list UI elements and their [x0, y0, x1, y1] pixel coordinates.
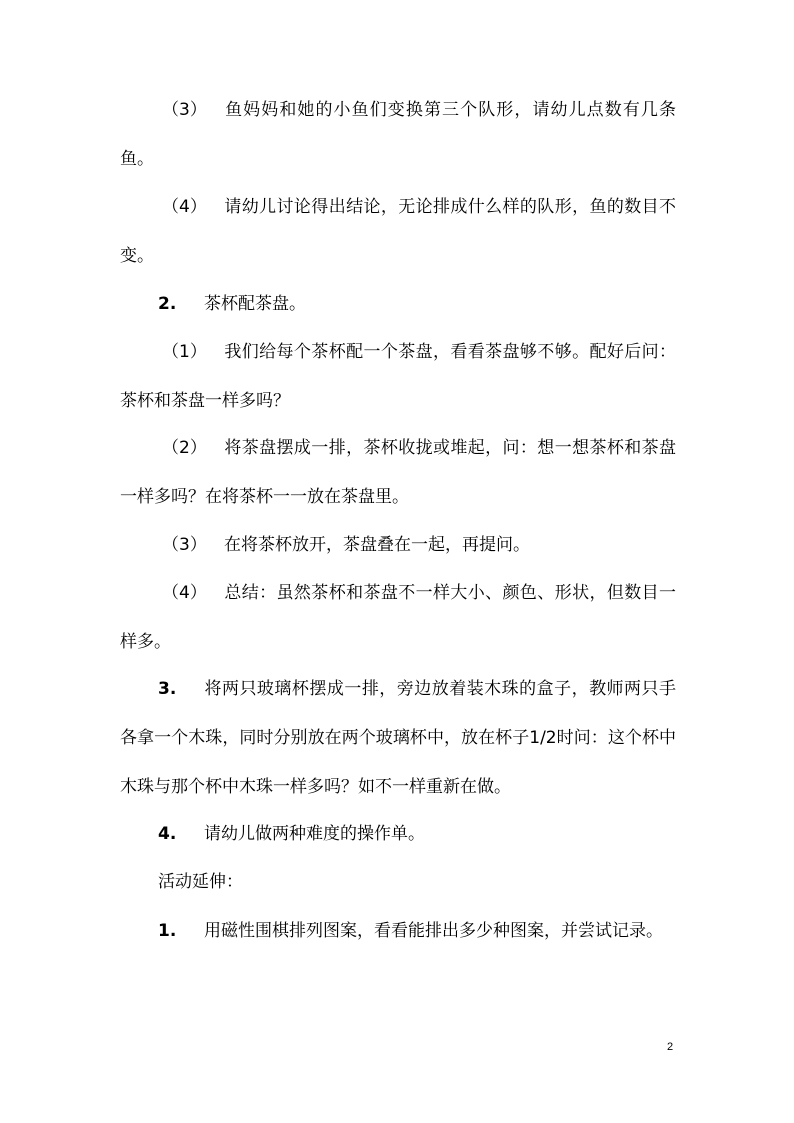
paragraph-text: 茶杯配茶盘。: [204, 294, 306, 314]
paragraph-text: 在将茶杯放开，茶盘叠在一起，再提问。: [224, 535, 530, 555]
list-marker: （3）: [162, 100, 207, 120]
paragraph-worksheet: [120, 810, 676, 859]
paragraph-go-patterns: [120, 907, 676, 956]
paragraph-text: 活动延伸：: [158, 872, 243, 892]
paragraph-text: 请幼儿讨论得出结论，无论排成什么样的队形，鱼的数目不变。: [120, 197, 676, 266]
page-number: 2: [667, 1041, 674, 1053]
paragraph-text: 总结：虽然茶杯和茶盘不一样大小、颜色、形状，但数目一样多。: [120, 583, 676, 652]
list-marker: 3.: [158, 679, 177, 699]
paragraph-text: 用磁性围棋排列图案，看看能排出多少种图案，并尝试记录。: [204, 921, 663, 941]
paragraph-teacup-3: [120, 521, 676, 570]
paragraph-fish-formation-3: [120, 86, 676, 184]
list-marker: （3）: [162, 535, 207, 555]
paragraph-text: 我们给每个茶杯配一个茶盘，看看茶盘够不够。配好后问：茶杯和茶盘一样多吗？: [120, 342, 676, 411]
list-marker: （4）: [162, 197, 207, 217]
paragraph-fish-conclusion-4: [120, 183, 676, 281]
section-heading-teacups: [120, 280, 676, 329]
paragraph-teacup-2: [120, 424, 676, 522]
paragraph-teacup-summary-4: [120, 569, 676, 667]
list-marker: 2.: [158, 294, 177, 314]
paragraph-text: 请幼儿做两种难度的操作单。: [204, 824, 425, 844]
list-marker: 1.: [158, 921, 177, 941]
section-heading-extension: [120, 858, 676, 907]
paragraph-glass-beads: [120, 665, 676, 812]
list-marker: （2）: [162, 438, 207, 458]
paragraph-text: 鱼妈妈和她的小鱼们变换第三个队形，请幼儿点数有几条鱼。: [120, 100, 676, 169]
list-marker: （1）: [162, 342, 207, 362]
list-marker: （4）: [162, 583, 207, 603]
paragraph-text: 将两只玻璃杯摆成一排，旁边放着装木珠的盒子，教师两只手各拿一个木珠，同时分别放在两个玻璃杯中，放在杯子1/2时问：这个杯中木珠与那个杯中木珠一样多吗？如不一样重新在做。: [120, 679, 676, 797]
list-marker: 4.: [158, 824, 177, 844]
paragraph-text: 将茶盘摆成一排，茶杯收拢或堆起，问：想一想茶杯和茶盘一样多吗？在将茶杯一一放在茶盘里。: [120, 438, 676, 507]
paragraph-teacup-1: [120, 328, 676, 426]
